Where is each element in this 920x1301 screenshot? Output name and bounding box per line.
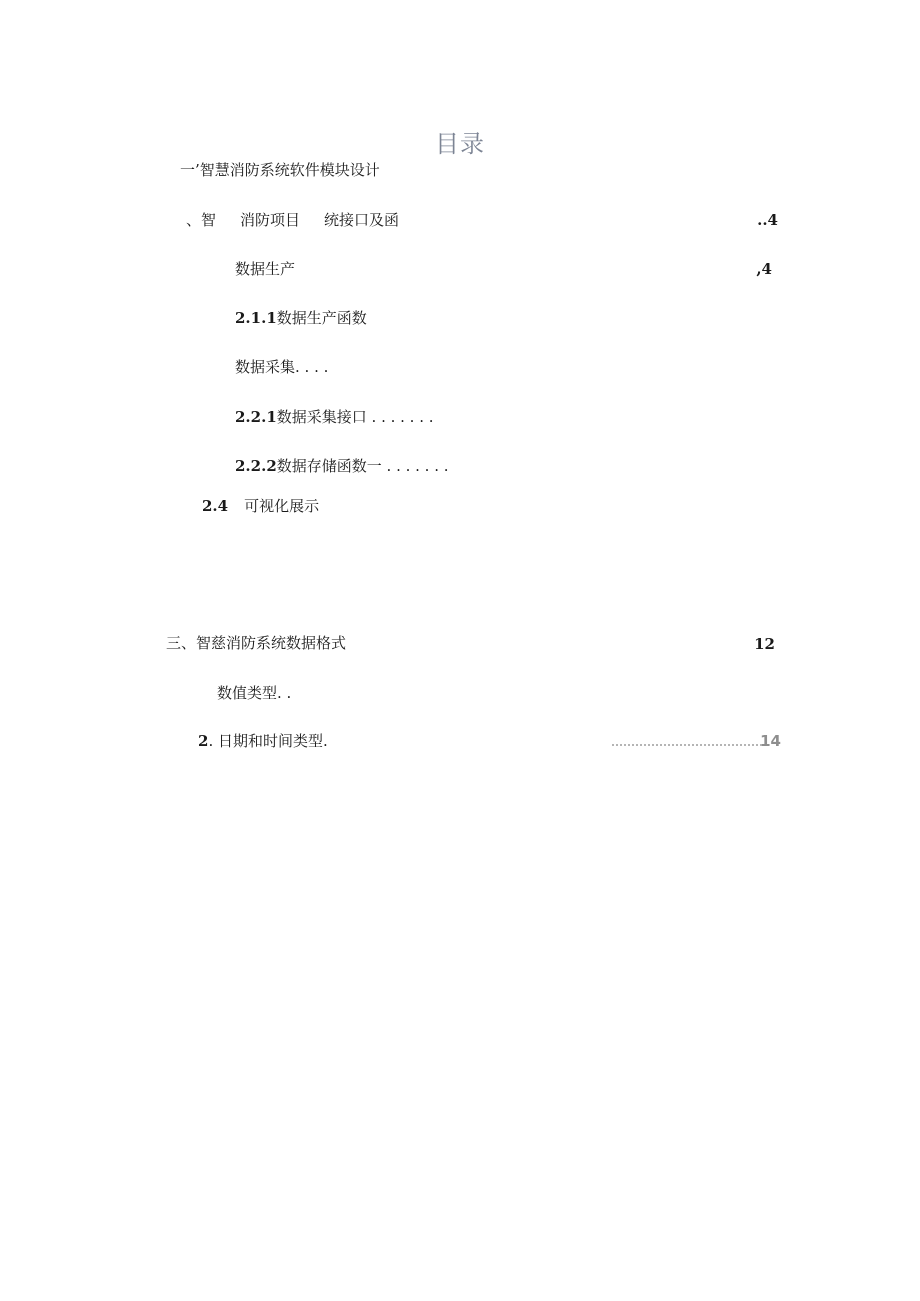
toc-page-number: 14 — [760, 732, 781, 750]
toc-page-number: ..4 — [757, 211, 778, 229]
dot-leader — [612, 738, 762, 746]
toc-entry-section-2-4[interactable] — [202, 496, 319, 516]
toc-entry-text: 数据采集接口 . . . . . . . — [276, 408, 434, 426]
toc-entry-number: 2.2.1 — [235, 408, 277, 426]
toc-entry-section-2-2[interactable] — [235, 357, 328, 377]
toc-entry-section-2-1-1[interactable] — [235, 308, 367, 328]
toc-entry-text: 一’智慧消防系统软件模块设计 — [180, 161, 380, 179]
toc-entry-text: 数据生产函数 — [276, 309, 367, 327]
toc-title: 目录 — [435, 130, 485, 158]
toc-entry-text: 数据采集. . . . — [235, 358, 329, 376]
toc-entry-text: 数据存储函数一 . . . . . . . — [276, 457, 449, 475]
toc-entry-number: 2 — [198, 732, 209, 750]
toc-entry-text-part3: 统接口及函 — [324, 211, 400, 229]
toc-page-number: ,4 — [756, 260, 772, 278]
toc-entry-number: 2.1.1 — [235, 309, 277, 327]
toc-entry-text: 可视化展示 — [244, 497, 320, 515]
toc-entry-number: 2.4 — [202, 497, 229, 515]
toc-entry-text: 三、智慈消防系统数据格式 — [166, 634, 347, 652]
toc-entry-section-2[interactable] — [186, 210, 399, 230]
toc-entry-text: 数值类型. . — [217, 684, 292, 702]
toc-entry-text-part2: 消防项目 — [240, 211, 301, 229]
toc-entry-text: . 日期和时间类型. — [208, 732, 328, 750]
toc-entry-text-part1: 、智 — [186, 211, 217, 229]
toc-entry-number: 2.2.2 — [235, 457, 277, 475]
toc-entry-text: 数据生产 — [235, 260, 296, 278]
toc-entry-chapter-3[interactable] — [166, 633, 346, 653]
toc-entry-chapter-1[interactable] — [180, 160, 380, 180]
toc-entry-section-2-2-2[interactable] — [235, 456, 449, 476]
toc-entry-section-3-1[interactable] — [217, 683, 291, 703]
toc-page-number: 12 — [754, 635, 775, 653]
toc-entry-section-2-2-1[interactable] — [235, 407, 434, 427]
toc-entry-section-2-1[interactable] — [235, 259, 295, 279]
toc-entry-section-3-2[interactable] — [198, 731, 328, 751]
